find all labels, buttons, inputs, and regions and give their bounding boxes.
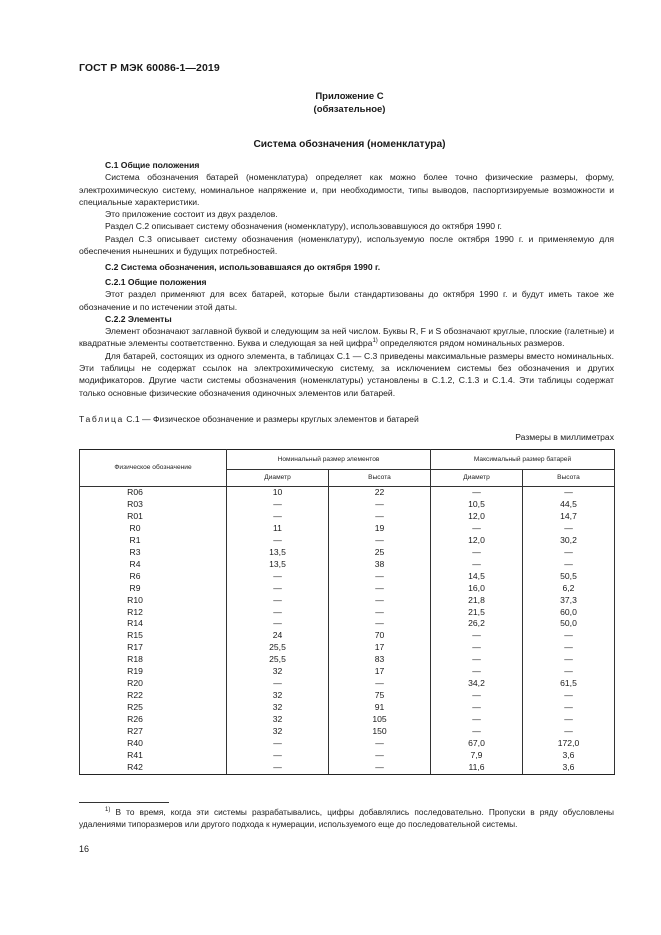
cell-nominal-diameter: 25,5: [227, 642, 329, 654]
cell-max-height: —: [523, 726, 615, 738]
cell-max-height: —: [523, 630, 615, 642]
table-row: [80, 630, 615, 642]
cell-max-height: 44,5: [523, 499, 615, 511]
cell-max-height: 50,0: [523, 618, 615, 630]
cell-max-height: 61,5: [523, 678, 615, 690]
cell-max-height: —: [523, 642, 615, 654]
cell-designation: R41: [80, 750, 227, 762]
cell-max-diameter: —: [431, 630, 523, 642]
table-row: [80, 618, 615, 630]
table-units: Размеры в миллиметрах: [515, 432, 614, 442]
cell-designation: R0: [80, 523, 227, 535]
cell-designation: R15: [80, 630, 227, 642]
cell-nominal-height: —: [329, 595, 431, 607]
table-row: [80, 726, 615, 738]
section-c1: [79, 159, 614, 257]
cell-nominal-height: 17: [329, 642, 431, 654]
cell-max-diameter: 21,5: [431, 607, 523, 619]
header-max-height: Высота: [523, 470, 615, 487]
cell-max-height: —: [523, 487, 615, 499]
cell-nominal-diameter: —: [227, 595, 329, 607]
cell-nominal-height: —: [329, 583, 431, 595]
s1-paragraph-2: Это приложение состоит из двух разделов.: [105, 209, 278, 220]
s1-paragraph-3: Раздел С.2 описывает систему обозначения (номенклатуру), использовавшуюся до октября 1990 г.: [105, 221, 502, 232]
cell-nominal-height: 105: [329, 714, 431, 726]
cell-max-diameter: 7,9: [431, 750, 523, 762]
s22-p1-text-a: Элемент обозначают заглавной буквой и следующим за ней числом. Буквы R, F и S обозначают круглые, плоские (галетные) и квадратные элементы соответственно. Буква и следующая за ней цифра: [79, 326, 614, 349]
table-row: [80, 762, 615, 774]
header-nominal-diameter: Диаметр: [227, 470, 329, 487]
cell-max-height: —: [523, 702, 615, 714]
table-row: [80, 750, 615, 762]
table-row: [80, 678, 615, 690]
cell-designation: R40: [80, 738, 227, 750]
header-nominal-height: Высота: [329, 470, 431, 487]
header-designation: Физическое обозначение: [80, 450, 227, 487]
cell-nominal-diameter: 13,5: [227, 547, 329, 559]
cell-nominal-diameter: —: [227, 499, 329, 511]
cell-designation: R1: [80, 535, 227, 547]
cell-designation: R18: [80, 654, 227, 666]
cell-designation: R27: [80, 726, 227, 738]
cell-max-diameter: —: [431, 714, 523, 726]
cell-max-diameter: —: [431, 559, 523, 571]
table-row: [80, 595, 615, 607]
s1-paragraph-1: Система обозначения батарей (номенклатура) определяет как можно более точно физические размеры, форму, электрохимическую систему, номинальное напряжение и, при необходимости, типы выводов, паспортизируемые возможности и специальные характеристики.: [79, 172, 614, 207]
cell-nominal-diameter: —: [227, 762, 329, 774]
page-number: 16: [79, 844, 90, 854]
header-max-group: Максимальный размер батарей: [431, 450, 615, 470]
table-row: [80, 499, 615, 511]
cell-nominal-diameter: 32: [227, 714, 329, 726]
cell-nominal-height: 17: [329, 666, 431, 678]
cell-nominal-diameter: 32: [227, 726, 329, 738]
cell-max-diameter: —: [431, 642, 523, 654]
cell-nominal-height: 22: [329, 487, 431, 499]
dimensions-table: [79, 449, 615, 775]
cell-max-height: —: [523, 547, 615, 559]
cell-max-diameter: 34,2: [431, 678, 523, 690]
cell-designation: R01: [80, 511, 227, 523]
cell-max-height: 14,7: [523, 511, 615, 523]
table-row: [80, 702, 615, 714]
footnote-ref: 1): [372, 338, 378, 345]
cell-nominal-diameter: 10: [227, 487, 329, 499]
cell-nominal-height: —: [329, 738, 431, 750]
cell-nominal-height: 83: [329, 654, 431, 666]
cell-nominal-height: 150: [329, 726, 431, 738]
footnote-text: В то время, когда эти системы разрабатывались, цифры добавлялись последовательно. Пропуски в ряду обусловлены удалениями типоразмеров или другого подхода к нумерации, используемого еще до последовательной системы.: [79, 807, 614, 829]
table-caption-prefix: Таблица: [79, 414, 124, 424]
table-row: [80, 690, 615, 702]
cell-designation: R25: [80, 702, 227, 714]
cell-nominal-diameter: —: [227, 571, 329, 583]
cell-designation: R9: [80, 583, 227, 595]
cell-max-height: 6,2: [523, 583, 615, 595]
cell-nominal-height: —: [329, 511, 431, 523]
cell-max-height: 60,0: [523, 607, 615, 619]
s22-heading: С.2.2 Элементы: [105, 313, 172, 324]
cell-max-diameter: 67,0: [431, 738, 523, 750]
header-nominal-group: Номинальный размер элементов: [227, 450, 431, 470]
footnote-paragraph: [79, 806, 614, 830]
cell-nominal-height: 75: [329, 690, 431, 702]
s21-paragraph-1: Этот раздел применяют для всех батарей, которые были стандартизованы до октября 1990 г. и будут иметь такое же обозначение и по истечении этой даты.: [79, 289, 614, 312]
s2-heading: С.2 Система обозначения, использовавшаяся до октября 1990 г.: [105, 262, 381, 272]
cell-nominal-diameter: —: [227, 583, 329, 595]
cell-max-diameter: —: [431, 654, 523, 666]
cell-nominal-height: 70: [329, 630, 431, 642]
cell-designation: R26: [80, 714, 227, 726]
appendix-heading: [0, 90, 661, 116]
cell-nominal-diameter: —: [227, 535, 329, 547]
cell-max-height: 50,5: [523, 571, 615, 583]
table-body: [80, 487, 615, 775]
cell-max-diameter: 10,5: [431, 499, 523, 511]
cell-designation: R4: [80, 559, 227, 571]
footnote-separator: [79, 802, 169, 803]
cell-max-height: —: [523, 523, 615, 535]
table-row: [80, 583, 615, 595]
cell-max-height: —: [523, 666, 615, 678]
footnote: [79, 806, 614, 830]
table-row: [80, 642, 615, 654]
table-row: [80, 535, 615, 547]
standard-header: ГОСТ Р МЭК 60086-1—2019: [79, 62, 220, 74]
s22-p1-text-b: определяются рядом номинальных размеров.: [377, 338, 565, 349]
cell-nominal-diameter: 25,5: [227, 654, 329, 666]
section-c21: [79, 276, 614, 399]
cell-max-diameter: 14,5: [431, 571, 523, 583]
footnote-mark: 1): [105, 807, 111, 813]
cell-max-diameter: 21,8: [431, 595, 523, 607]
cell-nominal-height: —: [329, 750, 431, 762]
table-row: [80, 607, 615, 619]
cell-designation: R3: [80, 547, 227, 559]
cell-nominal-height: —: [329, 678, 431, 690]
table-row: [80, 511, 615, 523]
s22-paragraph-2: Для батарей, состоящих из одного элемента, в таблицах С.1 — С.3 приведены максимальные размеры вместо номинальных. Эти таблицы не содержат ссылок на электрохимическую систему, за исключением системы без обозначения и других модификаторов. Другие части системы обозначения (номенклатуры) установлены в С.1.2, С.1.3 и С.1.4. Эти таблицы содержат только основные физические обозначения одиночных элементов или батарей.: [79, 350, 614, 398]
cell-nominal-diameter: —: [227, 750, 329, 762]
cell-nominal-height: —: [329, 762, 431, 774]
table-row: [80, 571, 615, 583]
cell-max-height: —: [523, 714, 615, 726]
cell-nominal-diameter: —: [227, 678, 329, 690]
table-caption: [79, 414, 419, 424]
header-max-diameter: Диаметр: [431, 470, 523, 487]
cell-max-diameter: 26,2: [431, 618, 523, 630]
cell-nominal-height: 38: [329, 559, 431, 571]
cell-designation: R17: [80, 642, 227, 654]
cell-designation: R14: [80, 618, 227, 630]
cell-max-diameter: —: [431, 487, 523, 499]
cell-max-diameter: —: [431, 726, 523, 738]
cell-nominal-diameter: 11: [227, 523, 329, 535]
cell-designation: R6: [80, 571, 227, 583]
cell-max-diameter: 12,0: [431, 535, 523, 547]
section-c2: [79, 261, 614, 273]
cell-max-diameter: 12,0: [431, 511, 523, 523]
cell-nominal-diameter: —: [227, 607, 329, 619]
table-caption-text: С.1 — Физическое обозначение и размеры круглых элементов и батарей: [123, 414, 419, 424]
cell-max-diameter: 11,6: [431, 762, 523, 774]
cell-max-diameter: —: [431, 702, 523, 714]
table-row: [80, 487, 615, 499]
section-title-text: Система обозначения (номенклатура): [253, 139, 446, 150]
cell-nominal-height: 91: [329, 702, 431, 714]
cell-max-diameter: —: [431, 547, 523, 559]
cell-max-height: —: [523, 559, 615, 571]
cell-designation: R19: [80, 666, 227, 678]
table-row: [80, 738, 615, 750]
cell-nominal-height: —: [329, 607, 431, 619]
cell-max-height: 3,6: [523, 750, 615, 762]
table-row: [80, 666, 615, 678]
cell-nominal-diameter: —: [227, 618, 329, 630]
s1-heading: С.1 Общие положения: [105, 160, 200, 170]
cell-nominal-height: —: [329, 499, 431, 511]
cell-max-height: 3,6: [523, 762, 615, 774]
cell-nominal-height: —: [329, 571, 431, 583]
cell-max-height: 37,3: [523, 595, 615, 607]
cell-max-diameter: —: [431, 666, 523, 678]
s22-paragraph-1: [79, 325, 614, 350]
cell-designation: R03: [80, 499, 227, 511]
cell-designation: R20: [80, 678, 227, 690]
table-row: [80, 654, 615, 666]
cell-nominal-diameter: —: [227, 511, 329, 523]
cell-designation: R10: [80, 595, 227, 607]
appendix-title: Приложение С: [315, 91, 384, 102]
s21-heading: С.2.1 Общие положения: [105, 277, 207, 287]
cell-nominal-height: 25: [329, 547, 431, 559]
cell-max-height: —: [523, 654, 615, 666]
cell-nominal-diameter: 32: [227, 666, 329, 678]
cell-designation: R42: [80, 762, 227, 774]
cell-designation: R06: [80, 487, 227, 499]
s1-paragraph-4: Раздел С.3 описывает систему обозначения (номенклатуру), используемую после октября 1990 г. и применяемую для обеспечения нынешних и будущих потребностей.: [79, 233, 614, 257]
cell-nominal-diameter: 24: [227, 630, 329, 642]
cell-max-height: 172,0: [523, 738, 615, 750]
cell-nominal-height: —: [329, 618, 431, 630]
cell-max-diameter: —: [431, 523, 523, 535]
cell-designation: R12: [80, 607, 227, 619]
cell-max-diameter: —: [431, 690, 523, 702]
cell-designation: R22: [80, 690, 227, 702]
table-row: [80, 559, 615, 571]
cell-nominal-diameter: 32: [227, 702, 329, 714]
cell-nominal-diameter: —: [227, 738, 329, 750]
cell-nominal-height: 19: [329, 523, 431, 535]
cell-max-height: —: [523, 690, 615, 702]
cell-nominal-diameter: 32: [227, 690, 329, 702]
appendix-status: (обязательное): [313, 104, 386, 115]
table-row: [80, 547, 615, 559]
section-title: [0, 139, 661, 150]
cell-nominal-diameter: 13,5: [227, 559, 329, 571]
cell-max-height: 30,2: [523, 535, 615, 547]
table-row: [80, 523, 615, 535]
table-row: [80, 714, 615, 726]
cell-max-diameter: 16,0: [431, 583, 523, 595]
cell-nominal-height: —: [329, 535, 431, 547]
